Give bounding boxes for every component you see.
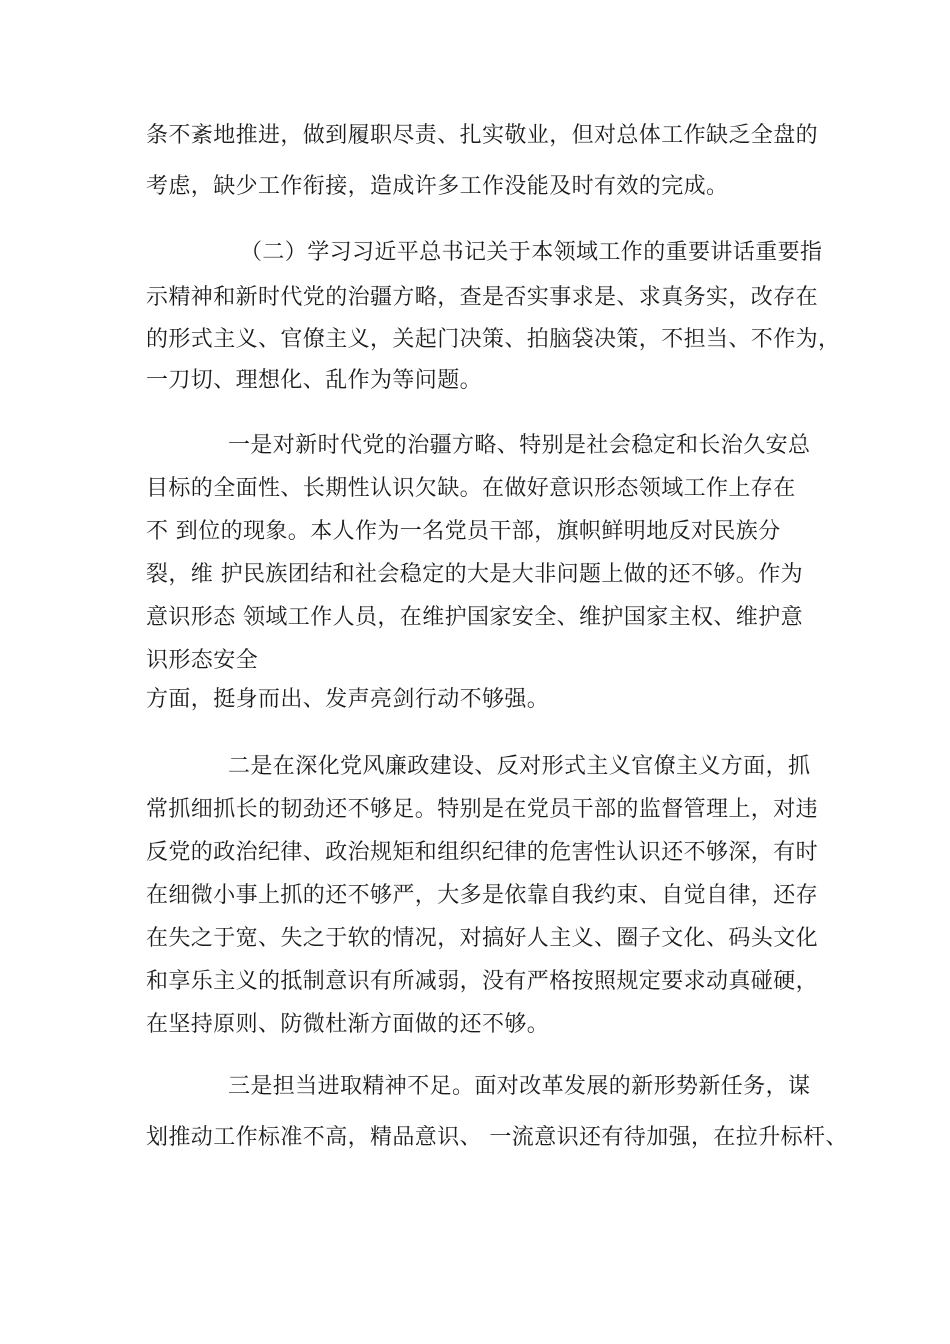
text-line: 条不紊地推进，做到履职尽责、扎实敬业，但对总体工作缺乏全盘的 <box>146 123 819 148</box>
text-line: 目标的全面性、长期性认识欠缺。在做好意识形态领域工作上存在 <box>146 476 796 501</box>
text-line: 在坚持原则、防微杜渐方面做的还不够。 <box>146 1012 550 1037</box>
text-line: 意识形态 领域工作人员，在维护国家安全、维护国家主权、维护意 <box>146 605 803 630</box>
text-line: 在失之于宽、失之于软的情况，对搞好人主义、圈子文化、码头文化 <box>146 926 819 951</box>
text-line: 考虑，缺少工作衔接，造成许多工作没能及时有效的完成。 <box>146 174 729 199</box>
text-line: 常抓细抓长的韧劲还不够足。特别是在党员干部的监督管理上，对违 <box>146 797 819 822</box>
paragraph-start: 三是担当进取精神不足。面对改革发展的新形势新任务，谋 <box>228 1074 811 1099</box>
text-line: 反党的政治纪律、政治规矩和组织纪律的危害性认识还不够深，有时 <box>146 840 819 865</box>
text-line: 一刀切、理想化、乱作为等问题。 <box>146 368 483 393</box>
text-line: 和享乐主义的抵制意识有所减弱，没有严格按照规定要求动真碰硬， <box>146 969 819 994</box>
text-line: 不 到位的现象。本人作为一名党员干部，旗帜鲜明地反对民族分 <box>146 519 781 544</box>
text-line: 识形态安全 <box>146 648 259 673</box>
text-line: 方面，挺身而出、发声亮剑行动不够强。 <box>146 687 550 712</box>
section-heading: （二）学习习近平总书记关于本领域工作的重要讲话重要指 <box>240 240 823 265</box>
text-line: 在细微小事上抓的还不够严，大多是依靠自我约束、自觉自律，还存 <box>146 883 819 908</box>
text-line: 的形式主义、官僚主义，关起门决策、拍脑袋决策，不担当、不作为， <box>146 327 841 352</box>
text-line: 裂，维 护民族团结和社会稳定的大是大非问题上做的还不够。作为 <box>146 562 803 587</box>
paragraph-start: 一是对新时代党的治疆方略、特别是社会稳定和长治久安总 <box>228 433 811 458</box>
text-line: 划推动工作标准不高，精品意识、 一流意识还有待加强，在拉升标杆、 <box>146 1125 848 1150</box>
text-line: 示精神和新时代党的治疆方略，查是否实事求是、求真务实，改存在 <box>146 285 819 310</box>
paragraph-start: 二是在深化党风廉政建设、反对形式主义官僚主义方面，抓 <box>228 754 811 779</box>
